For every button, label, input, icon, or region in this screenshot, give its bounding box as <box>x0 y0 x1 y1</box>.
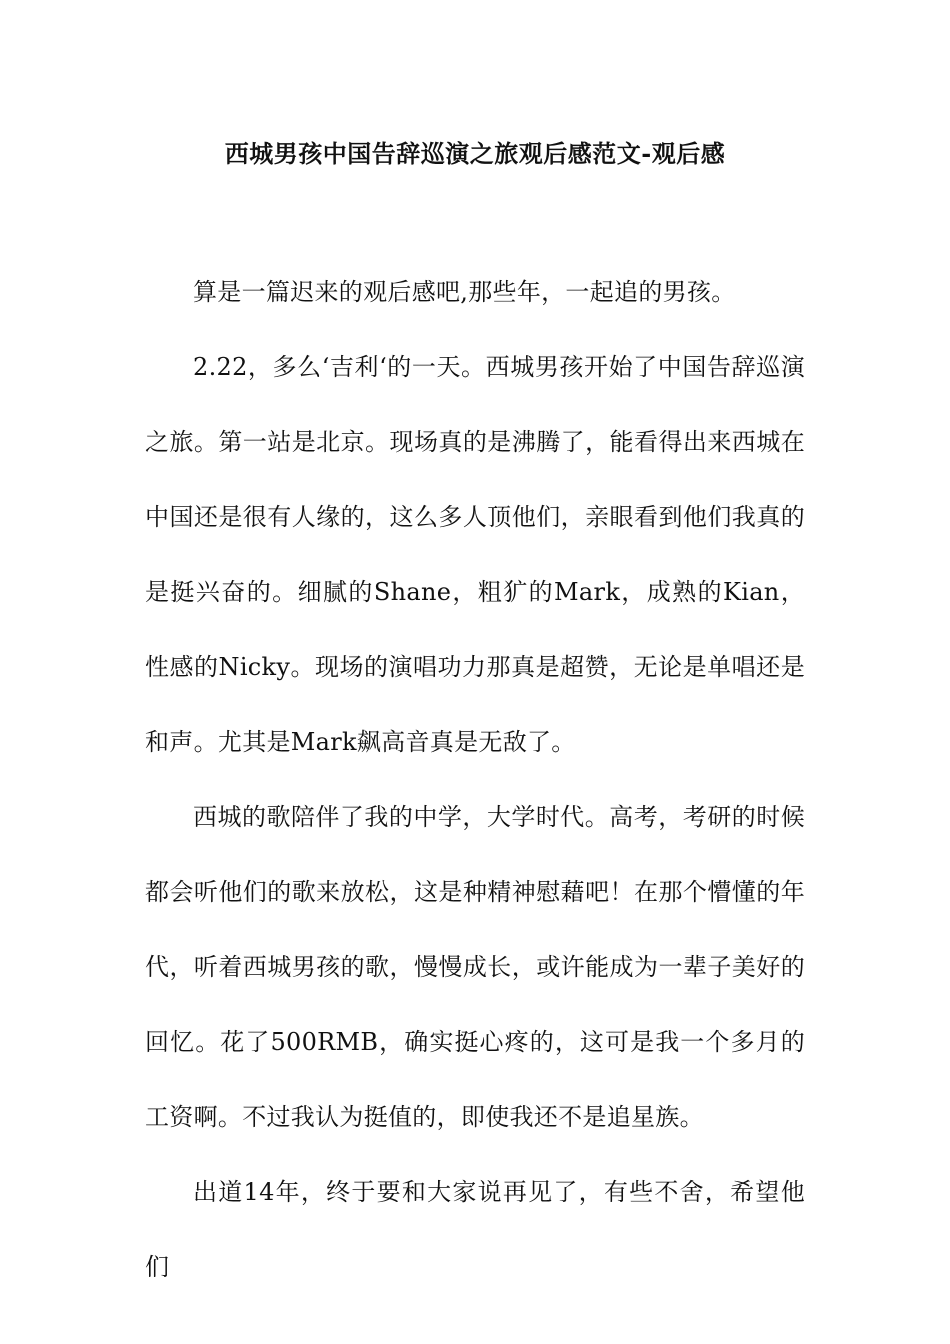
document-body <box>145 255 805 1305</box>
paragraph-1: 算是一篇迟来的观后感吧,那些年，一起追的男孩。 <box>193 278 736 306</box>
paragraph-2: 2.22，多么‘吉利‘的一天。西城男孩开始了中国告辞巡演之旅。第一站是北京。现场真的是沸腾了，能看得出来西城在中国还是很有人缘的，这么多人顶他们，亲眼看到他们我真的是挺兴奋的。细腻的Shane，粗犷的Mark，成熟的Kian，性感的Nicky。现场的演唱功力那真是超赞，无论是单唱还是和声。尤其是Mark飙高音真是无敌了。 <box>145 353 805 756</box>
document-title: 西城男孩中国告辞巡演之旅观后感范文-观后感 <box>224 139 726 168</box>
paragraph-4: 出道14年，终于要和大家说再见了，有些不舍，希望他们 <box>145 1178 805 1281</box>
paragraph-3: 西城的歌陪伴了我的中学，大学时代。高考，考研的时候都会听他们的歌来放松，这是种精神慰藉吧！在那个懵懂的年代，听着西城男孩的歌，慢慢成长，或许能成为一辈子美好的回忆。花了500RMB，确实挺心疼的，这可是我一个多月的工资啊。不过我认为挺值的，即使我还不是追星族。 <box>145 803 805 1131</box>
